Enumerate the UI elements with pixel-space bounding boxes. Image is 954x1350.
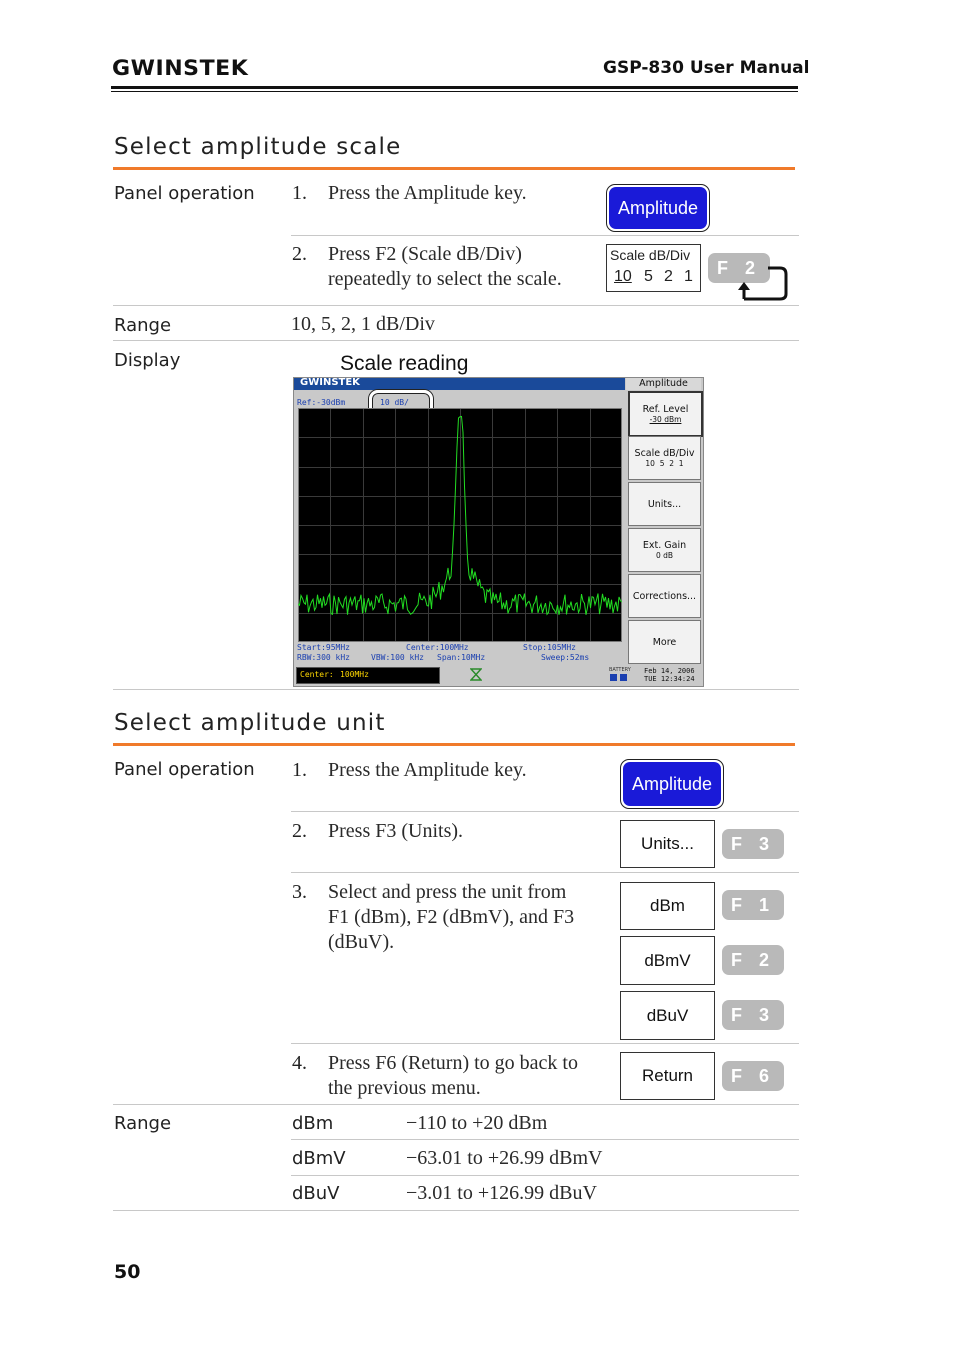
spectrum-plot (298, 408, 622, 642)
display-label: Display (114, 350, 181, 371)
f3-key[interactable]: F 3 (722, 1000, 784, 1030)
section-title-unit: Select amplitude unit (114, 710, 386, 736)
step-number: 4. (292, 1052, 307, 1074)
step-number: 3. (292, 881, 307, 903)
center-readout: Center:100MHz (406, 643, 469, 652)
menu-title: Amplitude (626, 378, 701, 390)
scale-value: 5 (644, 268, 653, 285)
step-text: Press F2 (Scale dB/Div) (328, 243, 522, 265)
start-readout: Start:95MHz (297, 643, 350, 652)
manual-title: GSP-830 User Manual (603, 58, 810, 78)
softkey-ext-gain[interactable] (628, 528, 701, 572)
screen-title-bar (294, 378, 625, 390)
divider (291, 1175, 799, 1176)
section-rule (113, 167, 795, 170)
softkey-label: Ext. Gain (642, 540, 687, 551)
softkey-value: 10 5 2 1 (645, 459, 684, 468)
f2-key[interactable]: F 2 (708, 253, 770, 283)
softkey-label: Ref. Level (642, 404, 689, 415)
repeat-arrow-icon (730, 264, 792, 304)
divider (291, 1139, 799, 1140)
range-unit: dBuV (292, 1183, 340, 1204)
step-text: (dBuV). (328, 931, 395, 953)
page-number: 50 (114, 1261, 141, 1283)
divider (291, 811, 799, 812)
step-text: Press the Amplitude key. (328, 182, 527, 204)
amplitude-key-label: Amplitude (609, 187, 707, 229)
step-text: F1 (dBm), F2 (dBmV), and F3 (328, 906, 575, 928)
divider (113, 340, 799, 341)
divider (113, 1210, 799, 1211)
vbw-readout: VBW:100 kHz (371, 653, 424, 662)
range-unit: dBmV (292, 1148, 346, 1169)
softkey-units[interactable] (628, 482, 701, 526)
step-text: the previous menu. (328, 1077, 481, 1099)
range-value: −110 to +20 dBm (406, 1112, 548, 1134)
scale-reading-callout: Scale reading (340, 352, 469, 375)
dbm-softkey[interactable]: dBm (620, 882, 715, 930)
softkey-label: Units... (647, 498, 682, 510)
section-rule (113, 743, 795, 746)
sweep-readout: Sweep:52ms (541, 653, 590, 662)
entry-field-label: Center: (300, 670, 334, 679)
softkey-scale[interactable] (628, 436, 701, 480)
battery-label: BATTERY (609, 667, 631, 673)
f1-key[interactable]: F 1 (722, 890, 784, 920)
range-value: −63.01 to +26.99 dBmV (406, 1147, 603, 1169)
panel-operation-label: Panel operation (114, 183, 255, 204)
step-text: Press F3 (Units). (328, 820, 464, 842)
header-rule (111, 86, 798, 89)
scale-value: 10 (614, 268, 632, 285)
range-value: −3.01 to +126.99 dBuV (406, 1182, 597, 1204)
range-value: 10, 5, 2, 1 dB/Div (291, 313, 435, 335)
f2-key[interactable]: F 2 (722, 945, 784, 975)
softkey-ref-level[interactable] (628, 391, 703, 437)
amplitude-key[interactable] (606, 184, 710, 232)
section-title-scale: Select amplitude scale (114, 134, 402, 160)
hourglass-icon (470, 668, 482, 681)
amplitude-key-label: Amplitude (623, 762, 721, 806)
amplitude-key[interactable] (620, 759, 724, 809)
softkey-label: Scale dB/Div (634, 448, 695, 459)
dbuv-softkey[interactable]: dBuV (620, 991, 715, 1040)
range-unit: dBm (292, 1113, 334, 1134)
f6-key[interactable]: F 6 (722, 1061, 784, 1091)
step-number: 1. (292, 182, 307, 204)
softkey-value: -30 dBm (649, 415, 682, 424)
step-number: 2. (292, 243, 307, 265)
battery-icon (620, 674, 627, 681)
units-softkey[interactable]: Units... (620, 820, 715, 868)
brand-logo: GWINSTEK (112, 56, 249, 80)
step-number: 1. (292, 759, 307, 781)
divider (291, 1043, 799, 1044)
divider (113, 689, 799, 690)
range-label: Range (114, 315, 172, 336)
date-readout: Feb 14, 2006 (644, 667, 695, 675)
span-readout: Span:10MHz (437, 653, 486, 662)
battery-icon (610, 674, 617, 681)
range-label: Range (114, 1113, 172, 1134)
stop-readout: Stop:105MHz (523, 643, 576, 652)
step-text: Press the Amplitude key. (328, 759, 527, 781)
softkey-value: 0 dB (655, 551, 674, 560)
step-text: Select and press the unit from (328, 881, 567, 903)
return-softkey[interactable]: Return (620, 1052, 715, 1100)
ref-level-readout: Ref:-30dBm (297, 398, 346, 407)
entry-field-value: 100MHz (340, 670, 369, 679)
entry-field[interactable] (296, 667, 440, 684)
panel-operation-label: Panel operation (114, 759, 255, 780)
scale-value: 2 (664, 268, 673, 285)
time-readout: TUE 12:34:24 (644, 675, 695, 683)
f3-key[interactable]: F 3 (722, 829, 784, 859)
softkey-corrections[interactable] (628, 574, 701, 618)
divider (113, 1104, 799, 1105)
step-text: Press F6 (Return) to go back to (328, 1052, 578, 1074)
screen-logo: GWINSTEK (300, 377, 360, 388)
divider (113, 305, 799, 306)
scale-value: 1 (684, 268, 693, 285)
softkey-more[interactable] (628, 620, 701, 664)
step-text: repeatedly to select the scale. (328, 268, 562, 290)
rbw-readout: RBW:300 kHz (297, 653, 350, 662)
step-number: 2. (292, 820, 307, 842)
softkey-label: Corrections... (632, 590, 697, 602)
header-rule-thin (111, 91, 798, 92)
softkey-label: More (652, 636, 677, 648)
scale-readout: 10 dB/ (380, 398, 409, 407)
divider (291, 235, 799, 236)
dbmv-softkey[interactable]: dBmV (620, 936, 715, 985)
scale-softkey-title: Scale dB/Div (610, 247, 691, 263)
divider (291, 872, 799, 873)
scale-softkey-box[interactable] (606, 244, 701, 292)
